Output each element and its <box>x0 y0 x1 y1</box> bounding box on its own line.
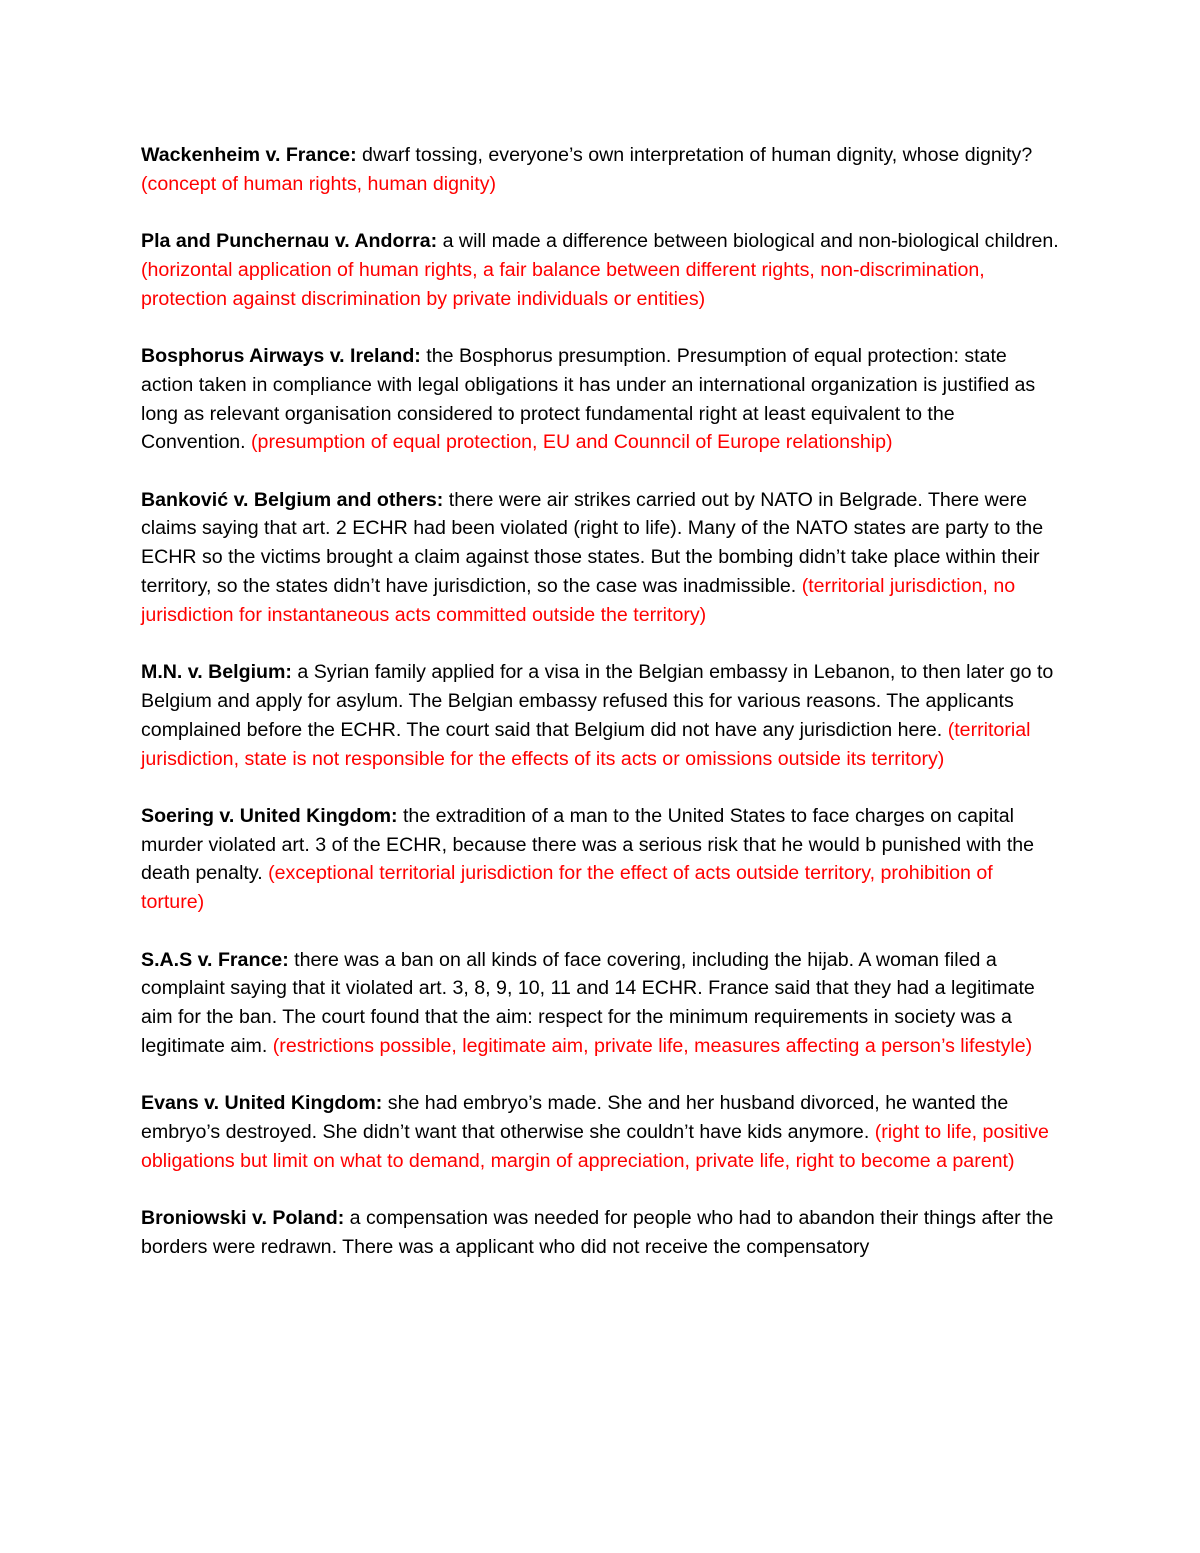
case-entry-bosphorus <box>141 342 1061 457</box>
case-name: M.N. v. Belgium: <box>141 661 292 684</box>
case-name: Wackenheim v. France: <box>141 144 357 166</box>
case-entry-soering <box>141 802 1061 917</box>
case-name: Banković v. Belgium and others: <box>141 488 444 511</box>
case-note: (territorial jurisdiction, state is not responsible for the effects of its acts or omissions outside its territory) <box>141 718 1031 770</box>
case-summary: a Syrian family applied for a visa in the Belgian embassy in Lebanon, to then later go to Belgium and apply for asylum. The Belgian embassy refused this for various reasons. The applicants complained before the ECHR. The court said that Belgium did not have any jurisdiction here. <box>141 661 1054 741</box>
case-note: (presumption of equal protection, EU and Counncil of Europe relationship) <box>251 431 893 454</box>
case-summary: there were air strikes carried out by NATO in Belgrade. There were claims saying that art. 2 ECHR had been violated (right to life). Many of the NATO states are party to the ECHR so the victims brought a claim against those states. But the bombing didn’t take place within their territory, so the states didn’t have jurisdiction, so the case was inadmissible. <box>141 488 1044 598</box>
document-page <box>141 141 1061 1290</box>
case-note: (horizontal application of human rights, a fair balance between different rights, non-discrimination, protection against discrimination by private individuals or entities) <box>141 258 985 310</box>
case-name: Evans v. United Kingdom: <box>141 1092 383 1115</box>
case-note: (right to life, positive obligations but limit on what to demand, margin of appreciation, private life, right to become a parent) <box>141 1121 1049 1172</box>
case-summary: the Bosphorus presumption. Presumption of equal protection: state action taken in compliance with legal obligations it has under an international organization is justified as long as relevant organisation considered to protect fundamental right at least equivalent to the Convention. <box>141 344 1036 454</box>
case-entry-pla-punchernau <box>141 227 1061 313</box>
case-summary: there was a ban on all kinds of face covering, including the hijab. A woman filed a complaint saying that it violated art. 3, 8, 9, 10, 11 and 14 ECHR. France said that they had a legitimate aim for the ban. The court found that the aim: respect for the minimum requirements in society was a legitimate aim. <box>141 948 1035 1057</box>
case-entry-evans <box>141 1089 1061 1175</box>
case-summary: a compensation was needed for people who had to abandon their things after the borders were redrawn. There was a applicant who did not receive the compensatory <box>141 1207 1054 1258</box>
case-name: Broniowski v. Poland: <box>141 1207 345 1230</box>
case-name: Pla and Punchernau v. Andorra: <box>141 230 438 253</box>
case-name: S.A.S v. France: <box>141 948 289 971</box>
case-summary: a will made a difference between biological and non-biological children. <box>437 230 1059 253</box>
case-summary: the extradition of a man to the United States to face charges on capital murder violated art. 3 of the ECHR, because there was a serious risk that he would b punished with the death penalty. <box>141 804 1035 885</box>
case-note: (concept of human rights, human dignity) <box>141 172 497 195</box>
case-name: Bosphorus Airways v. Ireland: <box>141 344 421 367</box>
case-summary: she had embryo’s made. She and her husband divorced, he wanted the embryo’s destroyed. She didn’t want that otherwise she couldn’t have kids anymore. <box>141 1092 1009 1144</box>
case-note: (restrictions possible, legitimate aim, private life, measures affecting a person’s lifestyle) <box>272 1034 1033 1057</box>
case-entry-mn-belgium <box>141 658 1061 773</box>
case-name: Soering v. United Kingdom: <box>141 804 398 827</box>
case-entry-broniowski <box>141 1204 1061 1262</box>
case-note: (exceptional territorial jurisdiction for the effect of acts outside territory, prohibition of torture) <box>141 862 993 914</box>
case-entry-wackenheim <box>141 141 1061 199</box>
case-entry-bankovic <box>141 486 1061 630</box>
case-summary: dwarf tossing, everyone’s own interpretation of human dignity, whose dignity? <box>356 144 1033 166</box>
case-entry-sas-france <box>141 946 1061 1061</box>
case-note: (territorial jurisdiction, no jurisdiction for instantaneous acts committed outside the territory) <box>141 575 1016 626</box>
